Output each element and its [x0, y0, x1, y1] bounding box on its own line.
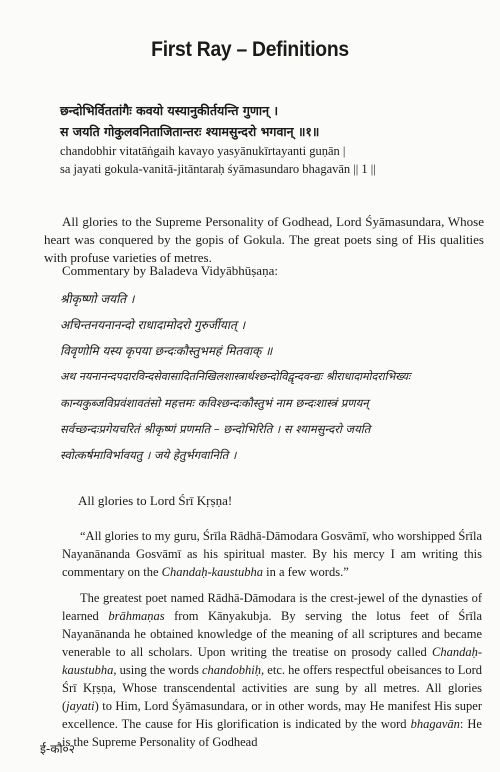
glories-line: All glories to Lord Śrī Kṛṣṇa! [78, 493, 233, 508]
final-italic-4: jayati [66, 698, 95, 713]
commentary-line-3: विवृणोमि यस्य कृपया छन्दःकौस्तुभमहं मितवाक् ॥ [60, 344, 273, 358]
final-italic-5: bhagavān [410, 716, 460, 731]
commentary-line-5: कान्यकुब्जविप्रवंशावतंसो महत्तमः कविश्छन्दःकौस्तुभं नाम छन्दःशास्त्रं प्रणयन् [60, 396, 369, 410]
final-italic-1: brāhmaṇas [108, 608, 165, 623]
commentary-prose-block [60, 364, 490, 468]
commentary-line-2: अचिन्तनयनानन्दो राधादामोदरो गुरुर्जीयात् । [60, 318, 246, 332]
commentary-line-4: अथ नयनानन्दपदारविन्दसेवासादितनिखिलशास्त्रार्थश्छन्दोविद्वृन्दवन्द्यः श्रीराधादामोदराभिख्यः [60, 370, 411, 383]
commentary-line-7: स्वोत्कर्षमाविर्भावयतु । जये हेतुर्भगवानिति । [60, 448, 237, 462]
verse-devanagari-line-1: छन्दोभिर्विततांगैः कवयो यस्यानुकीर्तयन्ति गुणान् । [60, 103, 279, 118]
final-italic-2: Chandaḥ-kaustubha [62, 644, 482, 677]
verse-devanagari-line-2: स जयति गोकुलवनिताजितान्तरः श्यामसुन्दरो भगवान् ॥१॥ [60, 124, 320, 139]
final-paragraph [62, 589, 482, 751]
final-text-3: , using the words [113, 662, 202, 677]
quote-text-end: in a few words.” [263, 564, 349, 579]
final-text-5: ) to Him, Lord Śyāmasundara, or in other words, may He manifest His super excellence. The cause for His glorification is indicated by the word [62, 698, 482, 731]
page-title: First Ray – Definitions [151, 38, 349, 61]
page-footer-signature: ई-कौ०२ [40, 742, 76, 756]
verse-transliteration-line-2: sa jayati gokula-vanitā-jitāntaraḥ śyāmasundaro bhagavān || 1 || [60, 162, 376, 176]
commentary-line-1: श्रीकृष्णो जयति । [60, 292, 135, 306]
verse-block [60, 100, 480, 178]
final-italic-3: chandobhiḥ [202, 662, 262, 677]
verse-transliteration-line-1: chandobhir vitatāṅgaih kavayo yasyānukīrtayanti guṇān | [60, 144, 346, 158]
quote-title-italic: Chandaḥ-kaustubha [161, 564, 264, 579]
commentary-heading: Commentary by Baladeva Vidyābhūṣaṇa: [62, 263, 278, 278]
quote-text: “All glories to my guru, Śrīla Rādhā-Dāmodara Gosvāmī, who worshipped Śrīla Nayanānanda Gosvāmī as his spiritual master. By his mercy I am writing this commentary on the [62, 528, 483, 579]
commentary-line-6: सर्वच्छन्दःप्रगेयचरितं श्रीकृष्णं प्रणमति – छन्दोभिरिति । स श्यामसुन्दरो जयति [60, 422, 371, 436]
final-text-2: from Kānyakubja. By serving the lotus feet of Śrīla Nayanānanda he obtained knowledge of the meaning of all scriptures and became venerable to all scholars. Upon writing the treatise on prosody called [62, 608, 482, 659]
commentary-devanagari-block [60, 286, 490, 364]
final-text-4: , etc. he offers respectful obeisances to Lord Śrī Kṛṣṇa, Whose transcendental activities are sung by all metres. All glories ( [62, 662, 482, 713]
final-text-6: : He is the Supreme Personality of Godhead [62, 716, 482, 749]
quote-paragraph [62, 527, 482, 581]
final-text-1: The greatest poet named Rādhā-Dāmodara is the crest-jewel of the dynasties of learned [62, 590, 482, 623]
translation-paragraph: All glories to the Supreme Personality of Godhead, Lord Śyāmasundara, Whose heart was conquered by the gopis of Gokula. The great poets sing of His qualities with profuse varieties of metres. [44, 214, 484, 265]
